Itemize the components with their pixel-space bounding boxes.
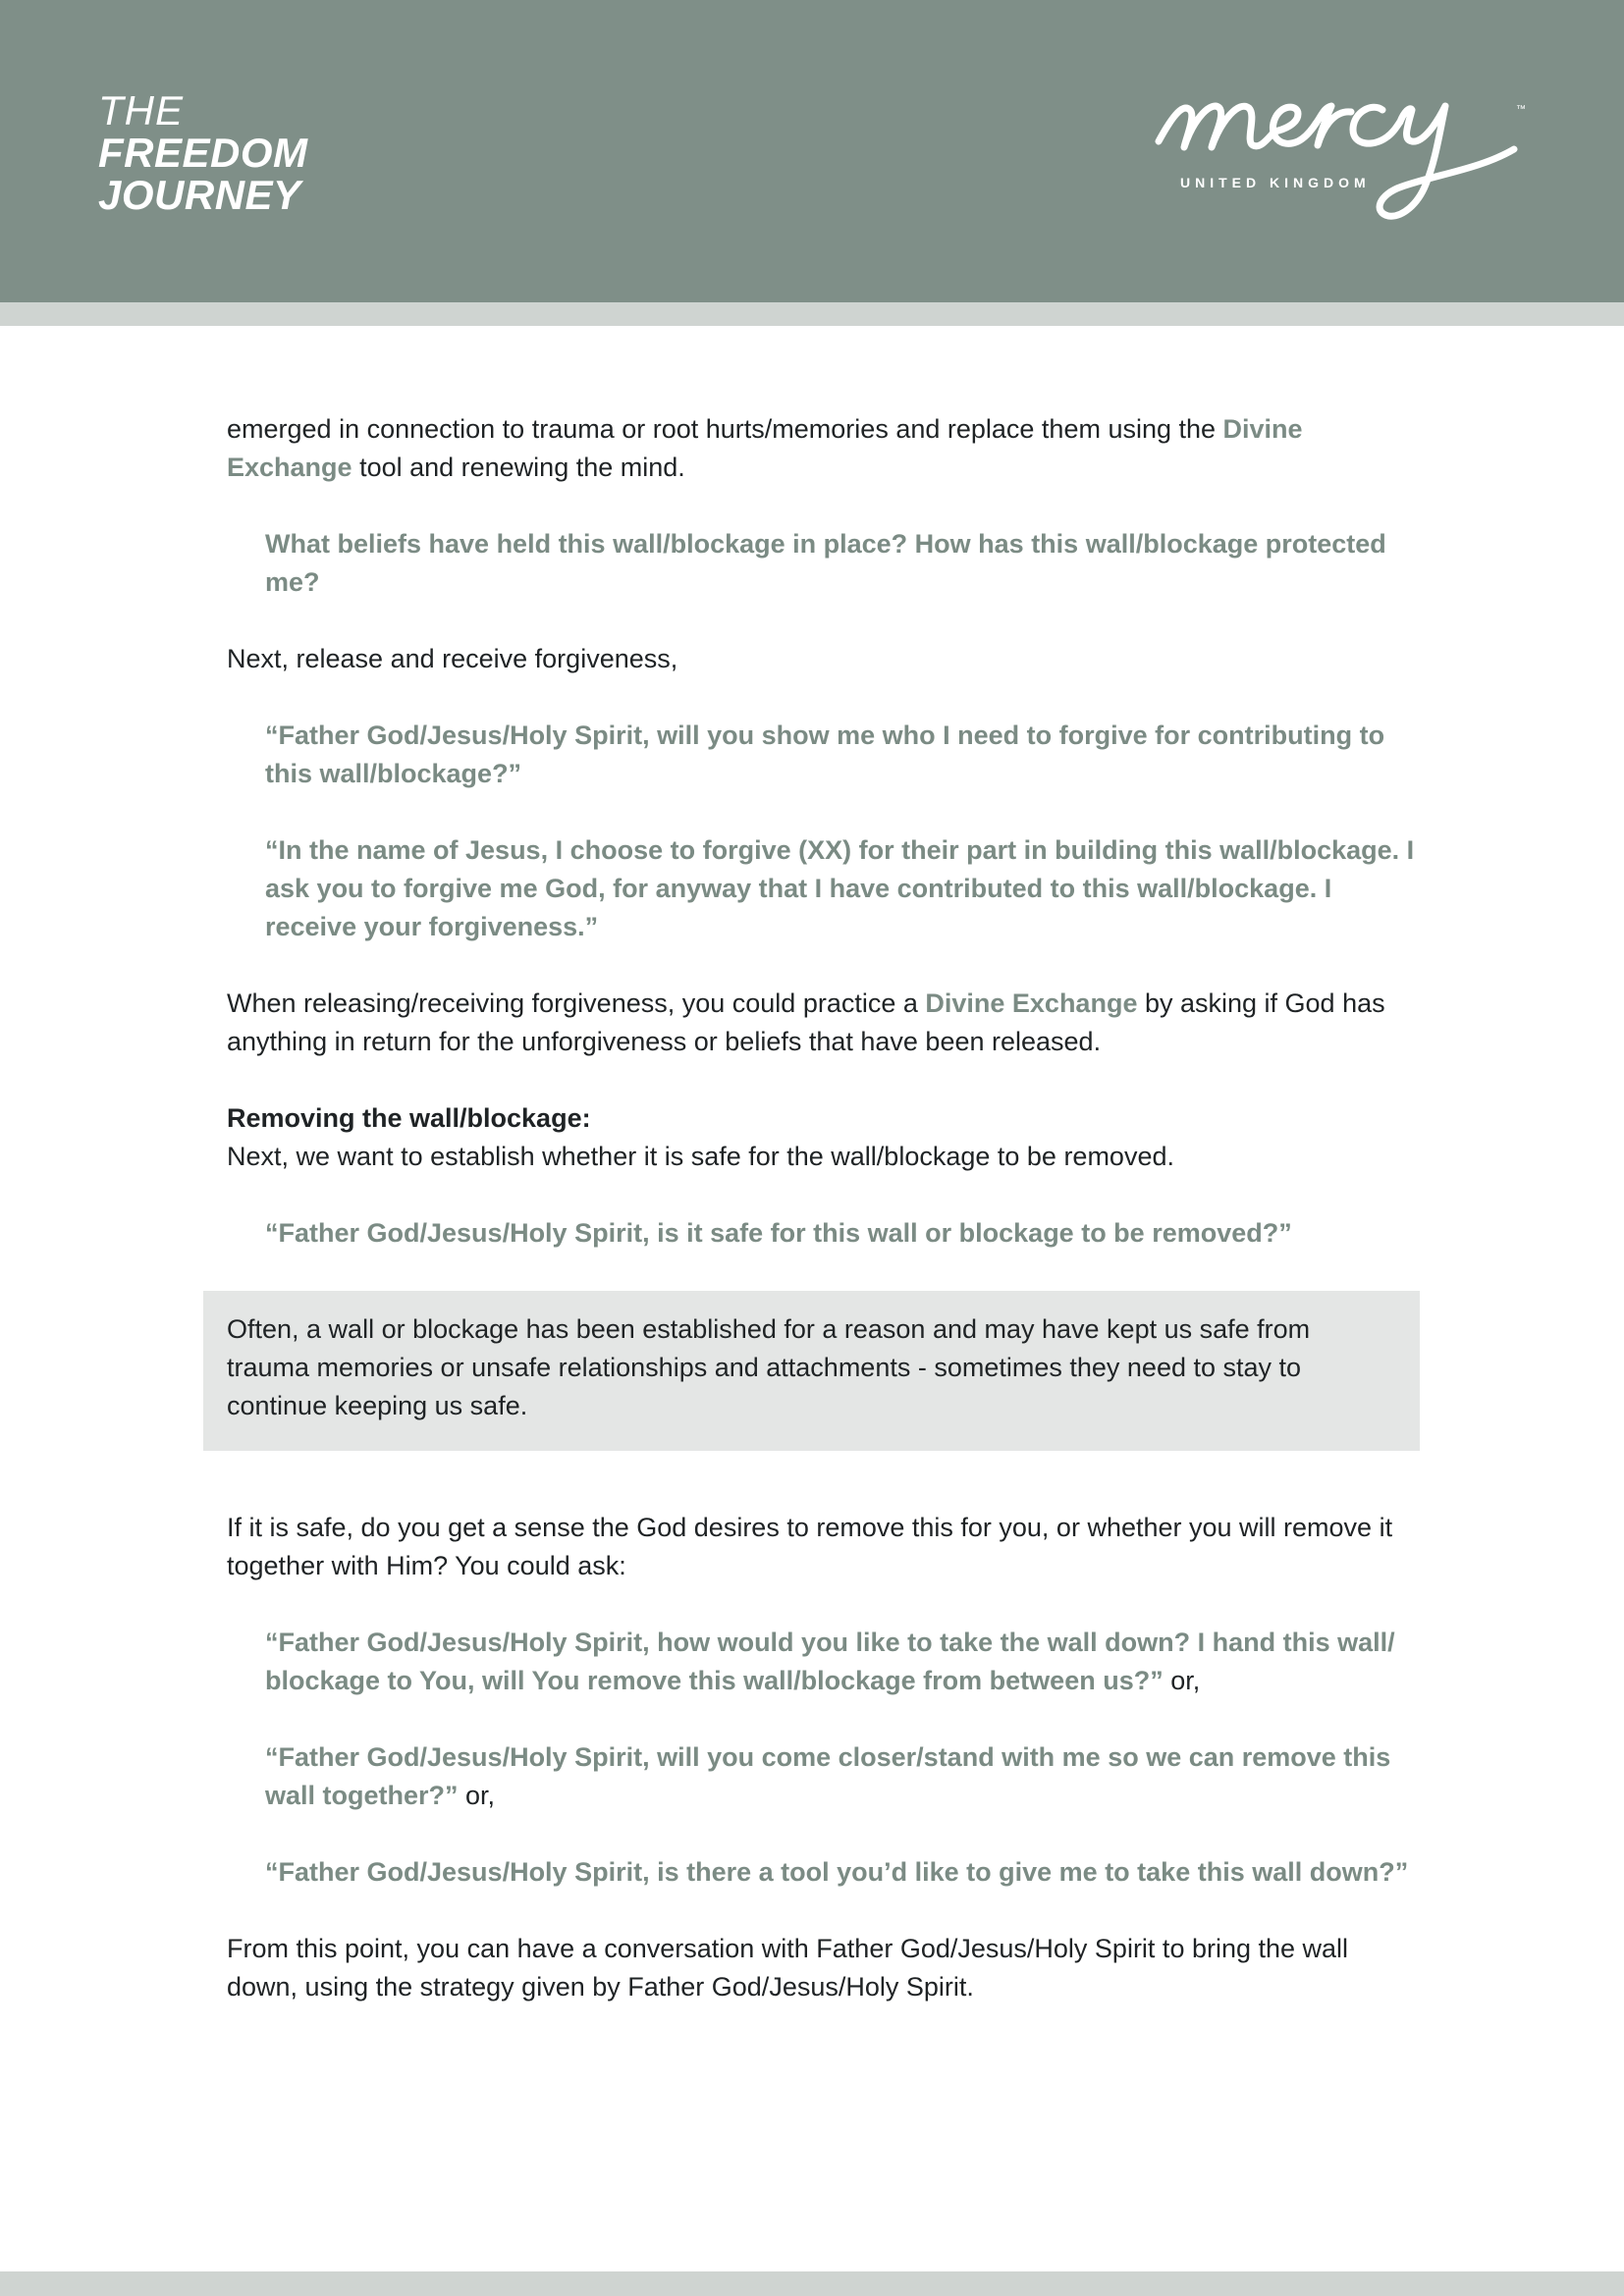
question-beliefs: What beliefs have held this wall/blockage in place? How has this wall/blockage protected me? [265,529,1386,597]
divine-exchange-link-2: Divine Exchange [925,988,1138,1018]
section-heading-removing: Removing the wall/blockage: [227,1103,591,1133]
paragraph-divine-exchange-practice [227,985,1425,1061]
prayer-take-wall-down-tail: or, [1163,1666,1201,1695]
p3-text-post: by asking if God has anything in return for the unforgiveness or beliefs that have been released. [227,988,1385,1056]
logo-subtitle: UNITED KINGDOM [1180,175,1371,190]
paragraph-establish-safety: Next, we want to establish whether it is safe for the wall/blockage to be removed. [227,1142,1174,1171]
page-header [0,0,1624,302]
prayer-is-it-safe: “Father God/Jesus/Holy Spirit, is it safe for this wall or blockage to be removed?” [265,1218,1292,1248]
divine-exchange-link: Divine Exchange [227,414,1303,482]
paragraph-release-forgiveness: Next, release and receive forgiveness, [227,644,678,673]
p1-text-pre: emerged in connection to trauma or root hurts/memories and replace them using the [227,414,1223,444]
p3-text-pre: When releasing/receiving forgiveness, you could practice a [227,988,926,1018]
prayer-come-closer [265,1738,1425,1815]
prayer-tool: “Father God/Jesus/Holy Spirit, is there a tool you’d like to give me to take this wall down?” [265,1857,1409,1887]
title-journey: JOURNEY [98,172,301,218]
header-divider-strip [0,302,1624,326]
p1-text-post: tool and renewing the mind. [352,453,685,482]
page-content [227,410,1425,2006]
prayer-come-closer-text: “Father God/Jesus/Holy Spirit, will you come closer/stand with me so we can remove this wall together?” [265,1742,1391,1810]
freedom-journey-title [98,87,308,218]
prayer-take-wall-down [265,1624,1425,1700]
paragraph-conversation: From this point, you can have a conversation with Father God/Jesus/Holy Spirit to bring the wall down, using the strategy given by Father God/Jesus/Holy Spirit. [227,1934,1349,2002]
callout-box [203,1291,1420,1451]
mercy-logo [1151,90,1543,238]
prayer-show-who-to-forgive: “Father God/Jesus/Holy Spirit, will you show me who I need to forgive for contributing to this wall/blockage?” [265,721,1385,788]
prayer-take-wall-down-text: “Father God/Jesus/Holy Spirit, how would you like to take the wall down? I hand this wall/ blockage to You, will You remove this wall/blockage from between us?” [265,1628,1395,1695]
callout-text: Often, a wall or blockage has been established for a reason and may have kept us safe from trauma memories or unsafe relationships and attachments - sometimes they need to stay to continue keeping us safe. [227,1314,1311,1420]
logo-trademark: ™ [1516,104,1526,115]
paragraph-divine-exchange-intro [227,410,1425,487]
title-freedom: FREEDOM [98,130,308,176]
prayer-come-closer-tail: or, [458,1781,496,1810]
footer-strip [0,2271,1624,2296]
title-the: THE [98,87,184,133]
prayer-choose-to-forgive: “In the name of Jesus, I choose to forgive (XX) for their part in building this wall/blockage. I ask you to forgive me God, for anyway that I have contributed to this wall/blockage. I receive your forgiveness.” [265,835,1415,941]
paragraph-remove-together: If it is safe, do you get a sense the God desires to remove this for you, or whether you will remove it together with Him? You could ask: [227,1513,1393,1580]
